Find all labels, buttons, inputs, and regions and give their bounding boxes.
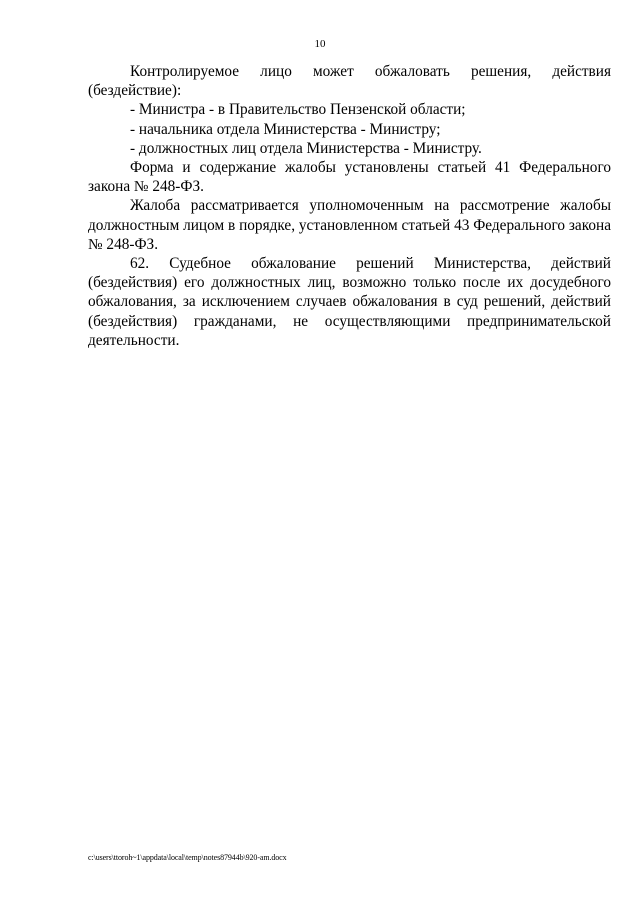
- paragraph-list-item-department-head: - начальника отдела Министерства - Министру;: [130, 120, 441, 138]
- paragraph-appeal-right: Контролируемое лицо может обжаловать решения, действия (бездействие):: [88, 63, 611, 100]
- paragraph-list-item-officials: - должностных лиц отдела Министерства - Министру.: [130, 139, 482, 157]
- document-body: [88, 62, 611, 350]
- footer-file-path: c:\users\ttoroh~1\appdata\local\temp\notes87944b\920-am.docx: [88, 853, 287, 862]
- paragraph-62-judicial-appeal: 62. Судебное обжалование решений Министерства, действий (бездействия) его должностных лиц, возможно только после их досудебного обжалования, за исключением случаев обжалования в суд решений, действий (бездействия) гражданами, не осуществляющими предпринимательской деятельности.: [88, 255, 611, 349]
- page-number: 10: [314, 38, 326, 50]
- paragraph-complaint-form: Форма и содержание жалобы установлены статьей 41 Федерального закона № 248-ФЗ.: [88, 159, 611, 196]
- paragraph-list-item-minister: - Министра - в Правительство Пензенской области;: [130, 101, 466, 119]
- paragraph-complaint-review: Жалоба рассматривается уполномоченным на рассмотрение жалобы должностным лицом в порядке, установленном статьей 43 Федерального закона № 248-ФЗ.: [88, 197, 611, 253]
